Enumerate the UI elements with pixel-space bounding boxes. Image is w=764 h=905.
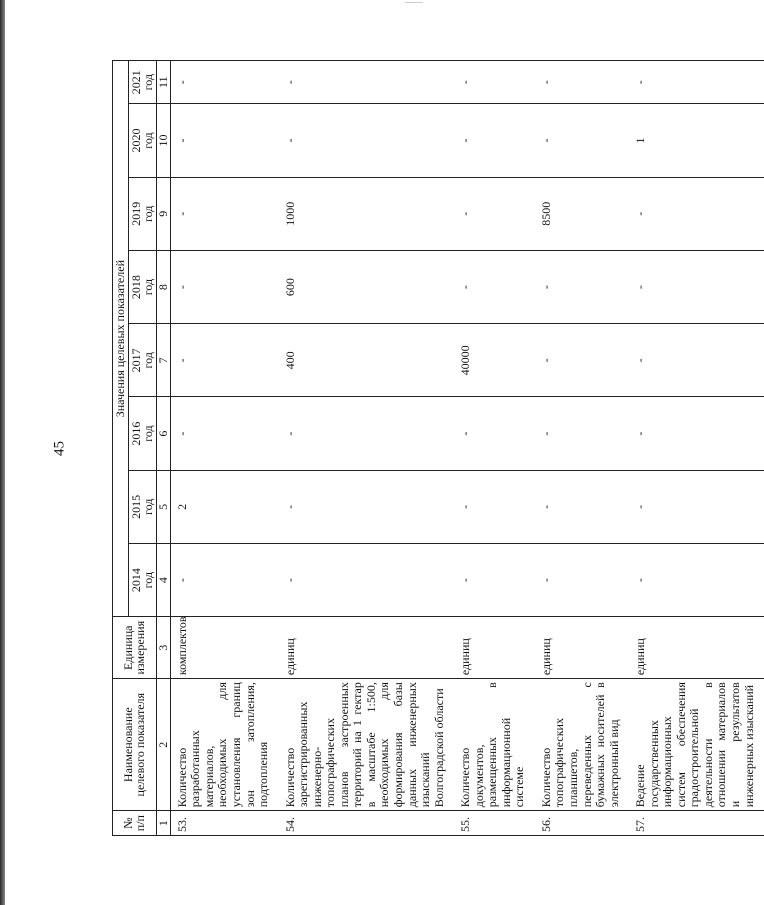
indicator-value: - bbox=[170, 177, 278, 250]
unit-of-measure: единиц bbox=[279, 617, 455, 679]
column-number: 10 bbox=[156, 104, 170, 177]
indicator-value: 600 bbox=[279, 250, 455, 323]
table-body bbox=[170, 61, 764, 836]
row-number: 55. bbox=[454, 811, 535, 836]
indicator-name: Количество зарегистрированных инженерно-топографических планов застроенных территорий на 1 гектар в масштабе 1:500, необходимых для формирования базы данных инженерных изысканий Волгоградской области bbox=[279, 679, 455, 811]
indicator-value: - bbox=[170, 324, 278, 397]
header-unit: Единица измерения bbox=[113, 617, 157, 679]
column-number: 3 bbox=[156, 617, 170, 679]
indicator-value: - bbox=[454, 470, 535, 543]
unit-of-measure: единиц bbox=[629, 617, 764, 679]
indicator-value: - bbox=[454, 250, 535, 323]
indicator-value: - bbox=[454, 397, 535, 470]
unit-of-measure: единиц bbox=[535, 617, 629, 679]
column-number: 9 bbox=[156, 177, 170, 250]
column-number: 6 bbox=[156, 397, 170, 470]
indicator-value: - bbox=[279, 543, 455, 616]
header-year: 2017 год bbox=[128, 324, 156, 397]
indicator-value: - bbox=[279, 61, 455, 104]
indicator-value: - bbox=[279, 104, 455, 177]
indicator-value: 8500 bbox=[535, 177, 629, 250]
indicator-value: - bbox=[629, 543, 764, 616]
indicator-value: - bbox=[454, 104, 535, 177]
header-year: 2020 год bbox=[128, 104, 156, 177]
header-name: Наименование целевого показателя bbox=[113, 679, 157, 811]
indicator-value: 1 bbox=[629, 104, 764, 177]
indicator-value: - bbox=[629, 324, 764, 397]
indicator-value: - bbox=[170, 397, 278, 470]
page-number: 45 bbox=[51, 441, 68, 456]
row-number: 57. bbox=[629, 811, 764, 836]
indicator-value: - bbox=[535, 250, 629, 323]
header-year: 2021 год bbox=[128, 61, 156, 104]
unit-of-measure: комплектов bbox=[170, 617, 278, 679]
column-number: 8 bbox=[156, 250, 170, 323]
indicator-value: - bbox=[535, 470, 629, 543]
indicator-value: - bbox=[535, 324, 629, 397]
table-row bbox=[629, 61, 764, 836]
indicator-value: - bbox=[170, 104, 278, 177]
indicator-value: - bbox=[535, 61, 629, 104]
header-year: 2014 год bbox=[128, 543, 156, 616]
table-row bbox=[535, 61, 629, 836]
column-number: 5 bbox=[156, 470, 170, 543]
indicator-value: 1000 bbox=[279, 177, 455, 250]
indicator-value: 2 bbox=[170, 470, 278, 543]
indicator-value: 400 bbox=[279, 324, 455, 397]
row-number: 56. bbox=[535, 811, 629, 836]
header-year: 2019 год bbox=[128, 177, 156, 250]
column-number: 4 bbox=[156, 543, 170, 616]
indicator-value: - bbox=[454, 177, 535, 250]
indicator-value: - bbox=[170, 61, 278, 104]
column-number: 1 bbox=[156, 811, 170, 836]
target-indicators-table bbox=[112, 60, 764, 836]
header-year: 2015 год bbox=[128, 470, 156, 543]
indicator-name: Ведение государственных информационных систем обеспечения градостроительной деятельности в отношении материалов и результатов инженерных изысканий bbox=[629, 679, 764, 811]
indicator-value: - bbox=[279, 470, 455, 543]
scan-mark bbox=[405, 2, 423, 3]
column-number: 2 bbox=[156, 679, 170, 811]
indicator-value: - bbox=[279, 397, 455, 470]
scan-edge bbox=[0, 0, 5, 905]
table-row bbox=[454, 61, 535, 836]
unit-of-measure: единиц bbox=[454, 617, 535, 679]
header-values-group: Значения целевых показателей bbox=[113, 61, 129, 617]
indicator-value: - bbox=[454, 543, 535, 616]
indicator-value: - bbox=[170, 543, 278, 616]
column-number: 11 bbox=[156, 61, 170, 104]
indicator-value: - bbox=[629, 177, 764, 250]
row-number: 54. bbox=[279, 811, 455, 836]
indicator-value: - bbox=[629, 470, 764, 543]
header-year: 2018 год bbox=[128, 250, 156, 323]
rotated-table-container bbox=[112, 60, 756, 836]
row-number: 53. bbox=[170, 811, 278, 836]
indicator-value: - bbox=[454, 61, 535, 104]
indicator-name: Количество топографических планшетов, переведенных с бумажных носителей в электронный вид bbox=[535, 679, 629, 811]
indicator-value: - bbox=[535, 397, 629, 470]
indicator-name: Количество документов, размещенных в информационной системе bbox=[454, 679, 535, 811]
indicator-value: 40000 bbox=[454, 324, 535, 397]
indicator-value: - bbox=[170, 250, 278, 323]
indicator-name: Количество разработанных материалов, необходимых для установления границ зон затопления, подтопления bbox=[170, 679, 278, 811]
indicator-value: - bbox=[535, 543, 629, 616]
indicator-value: - bbox=[629, 250, 764, 323]
indicator-value: - bbox=[629, 397, 764, 470]
column-number-row bbox=[156, 61, 170, 836]
column-number: 7 bbox=[156, 324, 170, 397]
indicator-value: - bbox=[535, 104, 629, 177]
table-row bbox=[170, 61, 278, 836]
header-year: 2016 год bbox=[128, 397, 156, 470]
indicator-value: - bbox=[629, 61, 764, 104]
table-row bbox=[279, 61, 455, 836]
header-num: № п/п bbox=[113, 811, 157, 836]
